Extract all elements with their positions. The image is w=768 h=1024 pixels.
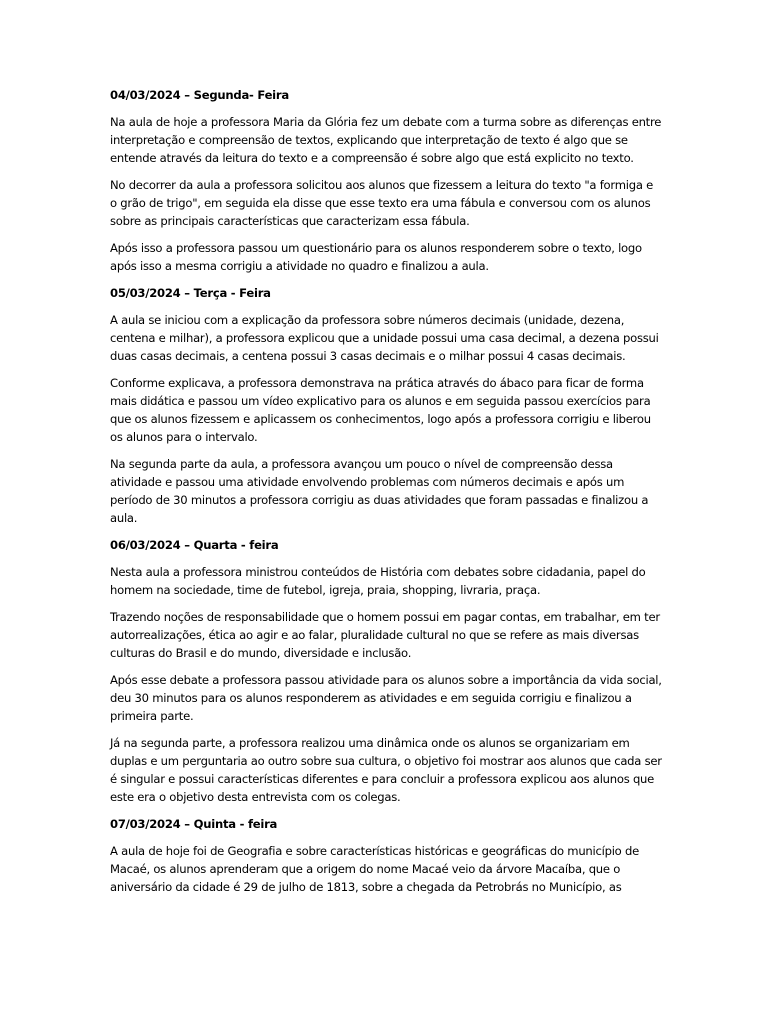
paragraph: Após esse debate a professora passou atividade para os alunos sobre a importância da vida social, deu 30 minutos para os alunos responderem as atividades e em seguida corrigiu e finalizou a primeira parte. <box>110 673 662 723</box>
paragraph: No decorrer da aula a professora solicitou aos alunos que fizessem a leitura do texto "a formiga e o grão de trigo", em seguida ela disse que esse texto era uma fábula e conversou com os alunos sobre as principais características que caracterizam essa fábula. <box>110 178 653 228</box>
paragraph: Conforme explicava, a professora demonstrava na prática através do ábaco para ficar de forma mais didática e passou um vídeo explicativo para os alunos e em seguida passou exercícios para que os alunos fizessem e aplicassem os conhecimentos, logo após a professora corrigiu e liberou os alunos para o intervalo. <box>110 376 651 444</box>
paragraph: A aula se iniciou com a explicação da professora sobre números decimais (unidade, dezena, centena e milhar), a professora explicou que a unidade possui uma casa decimal, a dezena possui duas casas decimais, a centena possui 3 casas decimais e o milhar possui 4 casas decimais. <box>110 313 659 363</box>
paragraph: Já na segunda parte, a professora realizou uma dinâmica onde os alunos se organizariam em duplas e um perguntaria ao outro sobre sua cultura, o objetivo foi mostrar aos alunos que cada ser é singular e possui características diferentes e para concluir a professora explicou aos alunos que este era o objetivo desta entrevista com os colegas. <box>110 736 662 804</box>
paragraph: Na segunda parte da aula, a professora avançou um pouco o nível de compreensão dessa atividade e passou uma atividade envolvendo problemas com números decimais e após um período de 30 minutos a professora corrigiu as duas atividades que foram passadas e finalizou a aula. <box>110 457 649 525</box>
paragraph: Após isso a professora passou um questionário para os alunos responderem sobre o texto, logo após isso a mesma corrigiu a atividade no quadro e finalizou a aula. <box>110 241 642 273</box>
section-heading-2024-03-05: 05/03/2024 – Terça - Feira <box>110 286 271 300</box>
paragraph: Trazendo noções de responsabilidade que o homem possui em pagar contas, em trabalhar, em ter autorrealizações, ética ao agir e ao falar, pluralidade cultural no que se refere as mais diversas culturas do Brasil e do mundo, diversidade e inclusão. <box>110 610 660 660</box>
paragraph: Na aula de hoje a professora Maria da Glória fez um debate com a turma sobre as diferenças entre interpretação e compreensão de textos, explicando que interpretação de texto é algo que se entende através da leitura do texto e a compreensão é sobre algo que está explicito no texto. <box>110 115 662 165</box>
document-body <box>110 86 662 905</box>
section-heading-2024-03-06: 06/03/2024 – Quarta - feira <box>110 538 279 552</box>
section-heading-2024-03-04: 04/03/2024 – Segunda- Feira <box>110 88 289 102</box>
section-heading-2024-03-07: 07/03/2024 – Quinta - feira <box>110 817 278 831</box>
paragraph: Nesta aula a professora ministrou conteúdos de História com debates sobre cidadania, papel do homem na sociedade, time de futebol, igreja, praia, shopping, livraria, praça. <box>110 565 646 597</box>
paragraph: A aula de hoje foi de Geografia e sobre características históricas e geográficas do município de Macaé, os alunos aprenderam que a origem do nome Macaé veio da árvore Macaíba, que o aniversário da cidade é 29 de julho de 1813, sobre a chegada da Petrobrás no Município, as <box>110 844 639 894</box>
